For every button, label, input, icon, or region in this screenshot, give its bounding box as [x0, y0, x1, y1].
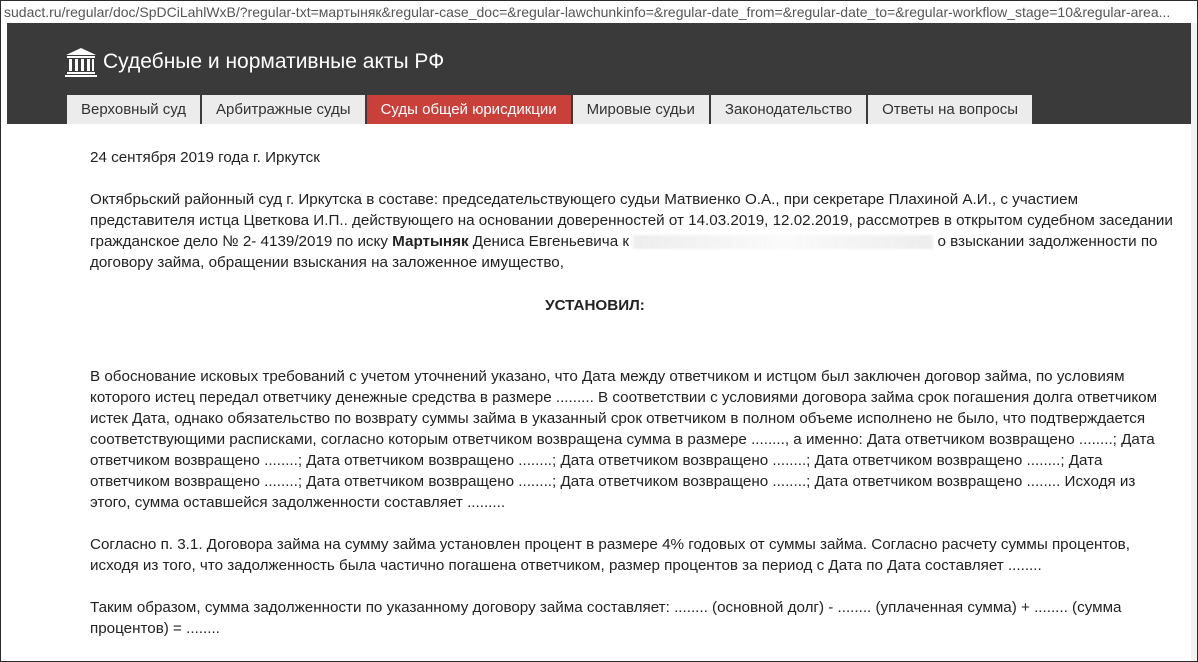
document-paragraph-interest: Согласно п. 3.1. Договора займа на сумму займа установлен процент в размере 4% годовых от суммы займа. Согласно расчету суммы процентов, исходя из того, что задолженность была частично погашена ответчиком, размер процентов за период с Дата по Дата составляет ........ [90, 536, 1130, 574]
document-date-line: 24 сентября 2019 года г. Иркутск [90, 149, 320, 166]
site-header [7, 23, 1191, 124]
page-scrollbar[interactable] [1191, 23, 1197, 661]
courthouse-icon [65, 47, 97, 77]
tab-magistrate-judges[interactable]: Мировые судьи [573, 95, 711, 124]
tab-answers-to-questions[interactable]: Ответы на вопросы [868, 95, 1034, 124]
redacted-defendant-name [633, 235, 933, 249]
site-logo[interactable] [65, 47, 444, 77]
intro-text-middle: Дениса Евгеньевича к [468, 233, 634, 250]
document-paragraph-total: Таким образом, сумма задолженности по указанному договору займа составляет: ........ (основной долг) - ........ (уплаченная сумма) + ........ (сумма процентов) = ........ [90, 599, 1122, 637]
tab-general-jurisdiction-courts[interactable]: Суды общей юрисдикции [367, 95, 573, 124]
document-paragraph-claims: В обоснование исковых требований с учетом уточнений указано, что Дата между ответчиком и истцом был заключен договор займа, по условиям которого истец передал ответчику денежные средства в размере ......... В соответствии с условиями договора займа срок погашения долга ответчиком истек Дата, однако обязательство по возврату суммы займа в указанный срок ответчиком в полном объеме исполнено не было, что подтверждается соответствующими расписками, согласно которым ответчиком возвращена сумма в размере ........, а именно: Дата ответчиком возвращено ........; Дата ответчиком возвращено ........; Дата ответчиком возвращено ........; Дата ответчиком возвращено ........; Дата ответчиком возвращено ........; Дата ответчиком возвращено ........; Дата ответчиком возвращено ........; Дата ответчиком возвращено ........; Дата ответчиком возвращено ........ Исходя из этого, сумма оставшейся задолженности составляет ......... [90, 368, 1158, 511]
tab-supreme-court[interactable]: Верховный суд [67, 95, 202, 124]
tab-arbitration-courts[interactable]: Арбитражные суды [202, 95, 367, 124]
address-bar[interactable]: sudact.ru/regular/doc/SpDCiLahlWxB/?regular-txt=мартыняк&regular-case_doc=&regular-lawchunkinfo=&regular-date_from=&regular-date_to=&regular-workflow_stage=10&regular-area... [1, 1, 1197, 23]
site-title: Судебные и нормативные акты РФ [103, 50, 445, 73]
plaintiff-name: Мартыняк [392, 233, 469, 250]
document-intro [90, 189, 1180, 273]
document-heading: УСТАНОВИЛ: [545, 297, 645, 314]
document-body [90, 113, 1180, 639]
intro-text-end: о взыскании задолженности по договору займа, обращении взыскания на заложенное имущество, [90, 233, 1158, 271]
tab-legislation[interactable]: Законодательство [711, 95, 868, 124]
intro-text-start: Октябрьский районный суд г. Иркутска в составе: председательствующего судьи Матвиенко О.А., при секретаре Плахиной А.И., с участием представителя истца Цветкова И.П.. действующего на основании доверенностей от 14.03.2019, 12.02.2019, рассмотрев в открытом судебном заседании гражданское дело № 2- 4139/2019 по иску [90, 191, 1173, 250]
